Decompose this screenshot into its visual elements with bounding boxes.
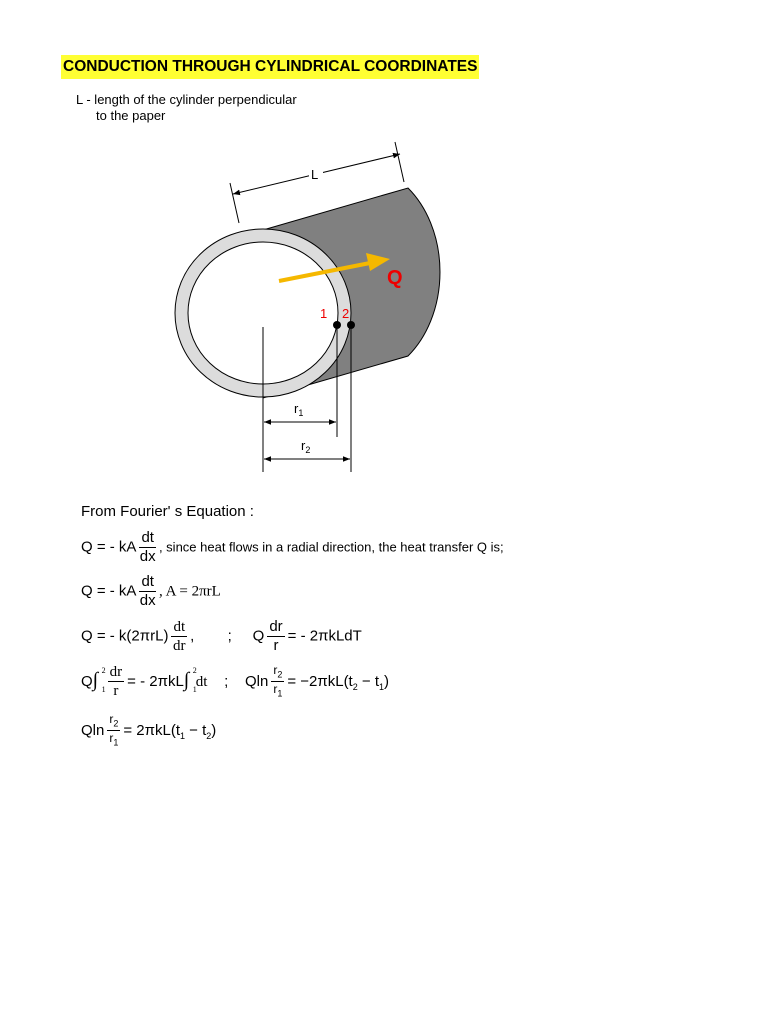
intro-line-1: L - length of the cylinder perpendicular xyxy=(76,92,297,107)
eq4-fraction: $\frac{dr}{r}$ xyxy=(109,664,123,700)
page-title: CONDUCTION THROUGH CYLINDRICAL COORDINATES xyxy=(61,55,479,79)
l-extension-left xyxy=(230,183,239,223)
point-2-marker xyxy=(347,321,355,329)
equation-1 xyxy=(81,529,504,566)
eq1-fraction: $\frac{dt}{dx}$ xyxy=(139,529,156,565)
length-label: L xyxy=(311,167,319,182)
integral-sign: ∫ 2 1 xyxy=(92,665,106,694)
integral-sign-2: ∫ 2 1 xyxy=(183,665,197,694)
point-2-label: 2 xyxy=(342,306,350,321)
point-1-label: 1 xyxy=(320,306,328,321)
equation-2: Q = - kA $\frac{dt}{dx}$ , A = 2πrL xyxy=(81,573,221,609)
r1-label: $r_1$ xyxy=(294,401,304,418)
fourier-heading: From Fourier' s Equation : xyxy=(81,503,254,520)
eq3-fraction: $\frac{dt}{dr}$ xyxy=(173,619,186,654)
l-extension-right xyxy=(395,142,404,182)
eq4-ratio: $\frac{r_2}{r_1}$ xyxy=(273,663,283,699)
heat-flow-label: Q xyxy=(387,267,403,289)
intro-line-2: to the paper xyxy=(96,108,166,123)
eq3-fraction-2: $\frac{dr}{r}$ xyxy=(269,618,283,654)
eq1-text: , since heat flows in a radial direction, the heat transfer Q is; xyxy=(158,539,504,555)
equation-3: Q = - k(2πrL) $\frac{dt}{dr}$ , ; Q $\frac{dr}{r}$ = - 2πkLdT xyxy=(81,618,362,654)
equation-5: Qln $\frac{r_2}{r_1}$ = $2\pi kL(t_1 - t_2)$ xyxy=(81,712,217,748)
r2-label: $r_2$ xyxy=(301,438,311,455)
equation-4: Q∫ 2 1 $\frac{dr}{r}$ = - 2πkL∫ 2 1 dt ; Qln $\frac{r_2}{r_1}$ = $-2\pi kL(t_2 - t_1)$ xyxy=(81,663,390,700)
eq5-ratio: $\frac{r_2}{r_1}$ xyxy=(109,712,119,748)
eq1-lhs: Q = - kA xyxy=(81,538,137,556)
cylinder-diagram xyxy=(0,0,768,500)
point-1-marker xyxy=(333,321,341,329)
eq2-fraction: $\frac{dt}{dx}$ xyxy=(139,573,156,609)
